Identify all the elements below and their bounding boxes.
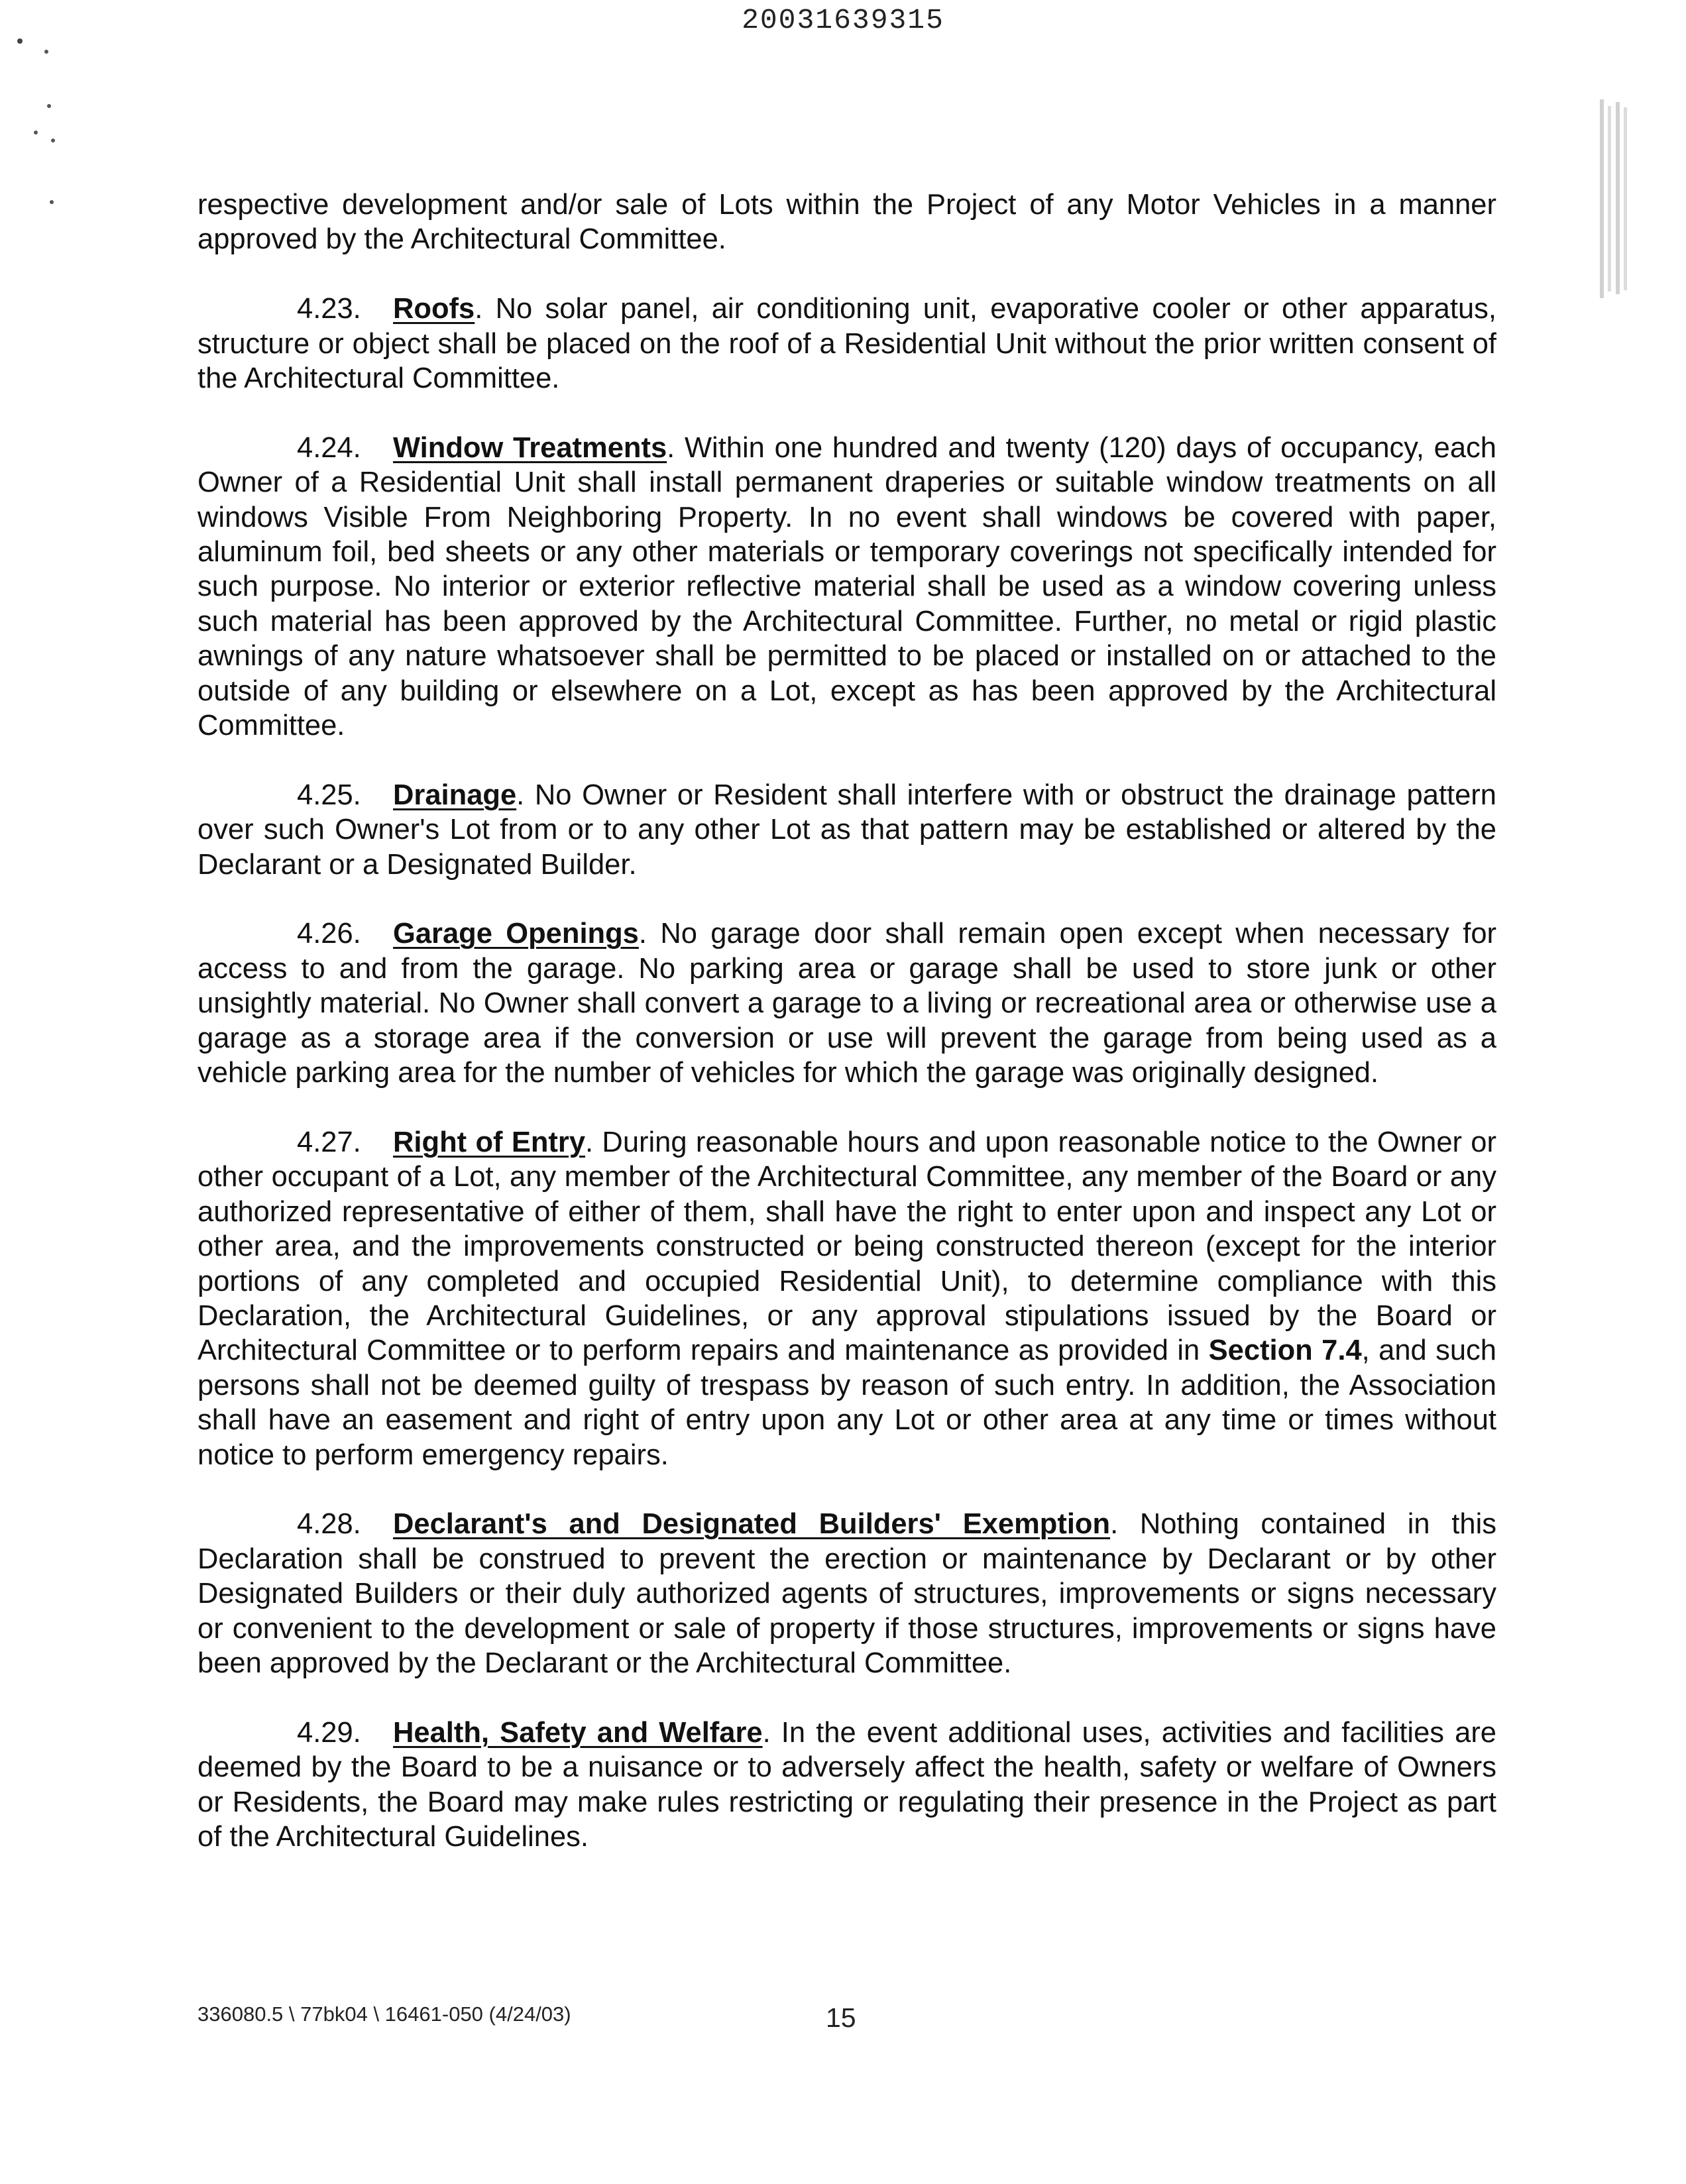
section-4-23	[197, 292, 1496, 396]
section-heading: Garage Openings	[393, 918, 639, 950]
microfilm-margin-mark	[1599, 99, 1633, 298]
section-heading: Declarant's and Designated Builders' Exemption	[393, 1508, 1111, 1541]
section-heading: Window Treatments	[393, 431, 667, 464]
section-text: . Within one hundred and twenty (120) days of occupancy, each Owner of a Residential Unit shall install permanent draperies or suitable window treatments on all windows Visible From Neighboring Property. In no event shall windows be covered with paper, aluminum foil, bed sheets or any other materials or temporary coverings not specifically intended for such purpose. No interior or exterior reflective material shall be used as a window covering unless such material has been approved by the Architectural Committee. Further, no metal or rigid plastic awnings of any nature whatsoever shall be permitted to be placed or installed on or attached to the outside of any building or elsewhere on a Lot, except as has been approved by the Architectural Committee.	[197, 431, 1496, 742]
section-number: 4.26.	[297, 918, 361, 950]
section-number: 4.25.	[297, 779, 361, 811]
section-heading: Right of Entry	[393, 1126, 586, 1158]
paragraph-continuation	[197, 188, 1496, 257]
section-text-continued: , and such persons shall not be deemed guilty of trespass by reason of such entry. In addition, the Association shall have an easement and right of entry upon any Lot or other area at any time or times without notice to perform emergency repairs.	[197, 1335, 1496, 1471]
document-body	[197, 188, 1496, 1889]
section-4-28	[197, 1507, 1496, 1680]
section-text: . Nothing contained in this Declaration shall be construed to prevent the erection or maintenance by Declarant or by other Designated Builders or their duly authorized agents of structures, improvements or signs necessary or convenient to the development or sale of property if those structures, improvements or signs have been approved by the Declarant or the Architectural Committee.	[197, 1508, 1496, 1679]
section-heading: Health, Safety and Welfare	[393, 1716, 763, 1749]
section-4-25	[197, 778, 1496, 882]
section-4-27	[197, 1125, 1496, 1472]
section-4-29	[197, 1716, 1496, 1855]
section-text: . In the event additional uses, activities and facilities are deemed by the Board to be a nuisance or to adversely affect the health, safety or welfare of Owners or Residents, the Board may make rules restricting or regulating their presence in the Project as part of the Architectural Guidelines.	[197, 1716, 1496, 1853]
section-text: . No Owner or Resident shall interfere with or obstruct the drainage pattern over such Owner's Lot from or to any other Lot as that pattern may be established or altered by the Declarant or a Designated Builder.	[197, 779, 1496, 881]
section-number: 4.28.	[297, 1508, 361, 1541]
section-number: 4.23.	[297, 293, 361, 325]
section-4-26	[197, 916, 1496, 1090]
section-heading: Drainage	[393, 779, 517, 811]
section-text: . No garage door shall remain open except when necessary for access to and from the garage. No parking area or garage shall be used to store junk or other unsightly material. No Owner shall convert a garage to a living or recreational area or otherwise use a garage as a storage area if the conversion or use will prevent the garage from being used as a vehicle parking area for the number of vehicles for which the garage was originally designed.	[197, 918, 1497, 1089]
section-4-24	[197, 431, 1496, 743]
section-number: 4.24.	[297, 431, 361, 464]
section-number: 4.29.	[297, 1716, 361, 1749]
section-text: . No solar panel, air conditioning unit, evaporative cooler or other apparatus, structure or object shall be placed on the roof of a Residential Unit without the prior written consent of the Architectural Committee.	[197, 293, 1496, 395]
footer-document-id: 336080.5 \ 77bk04 \ 16461-050 (4/24/03)	[197, 2002, 571, 2026]
section-reference: Section 7.4	[1208, 1335, 1362, 1367]
section-number: 4.27.	[297, 1126, 361, 1158]
recording-number: 20031639315	[742, 4, 944, 36]
section-text: . During reasonable hours and upon reasonable notice to the Owner or other occupant of a Lot, any member of the Architectural Committee, any member of the Board or any authorized representative of either of them, shall have the right to enter upon and inspect any Lot or other area, and the improvements constructed or being constructed thereon (except for the interior portions of any completed and occupied Residential Unit), to determine compliance with this Declaration, the Architectural Guidelines, or any approval stipulations issued by the Board or Architectural Committee or to perform repairs and maintenance as provided in	[197, 1126, 1496, 1367]
paragraph-text: respective development and/or sale of Lots within the Project of any Motor Vehicles in a manner approved by the Architectural Committee.	[197, 189, 1496, 256]
section-heading: Roofs	[393, 293, 475, 325]
page-number: 15	[826, 2002, 856, 2033]
